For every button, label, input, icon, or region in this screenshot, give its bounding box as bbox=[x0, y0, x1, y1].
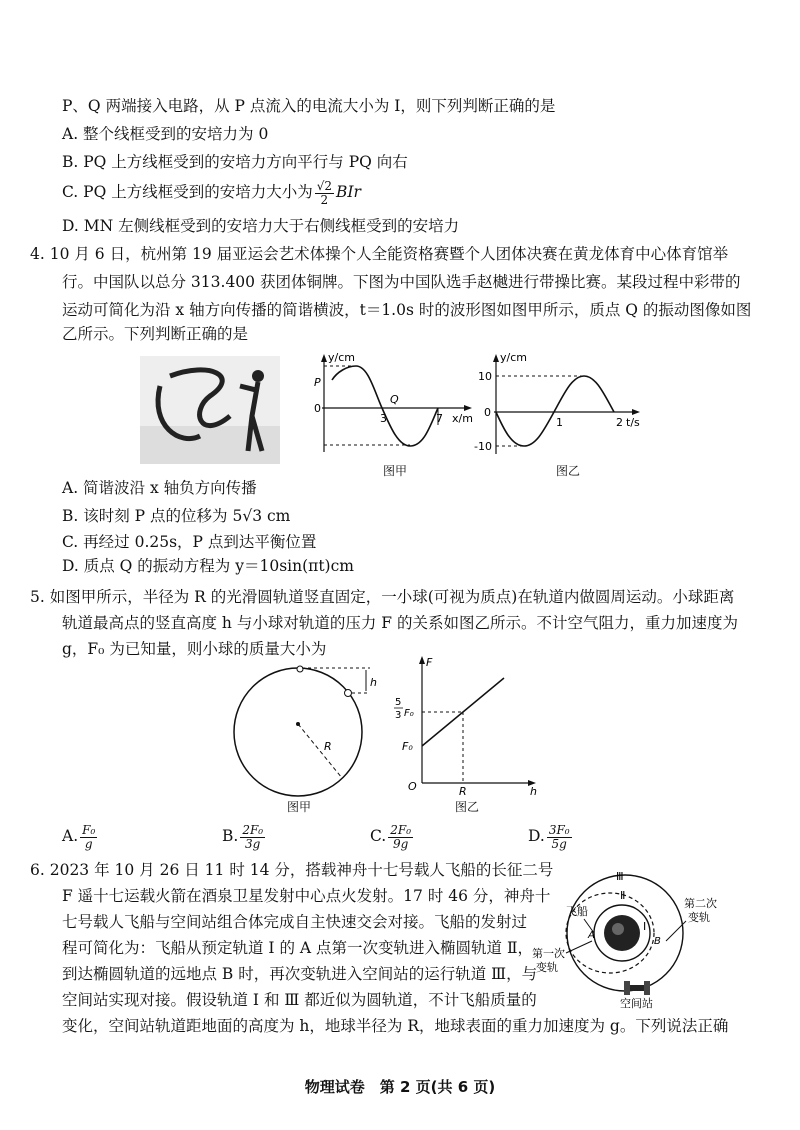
q4-option-c: C. 再经过 0.25s，P 点到达平衡位置 bbox=[62, 533, 317, 551]
graph-origin: O bbox=[408, 780, 417, 793]
q5-option-d bbox=[528, 818, 574, 854]
q4-line-4: 乙所示。下列判断正确的是 bbox=[62, 325, 249, 343]
graph-r-tick: R bbox=[459, 785, 467, 795]
graph-f-axis: F bbox=[426, 656, 433, 669]
graph-53-f0: F₀ bbox=[404, 708, 414, 719]
q5-option-b-letter: B. bbox=[222, 827, 239, 845]
fraction-denominator: g bbox=[84, 836, 93, 851]
q5-option-a-fraction bbox=[80, 824, 97, 851]
space-station-icon bbox=[624, 981, 650, 995]
jia-q-label: Q bbox=[390, 393, 399, 406]
q5-fig-yi-caption: 图乙 bbox=[455, 800, 480, 814]
q5-option-b bbox=[222, 818, 267, 854]
q3-option-c-tail: BIr bbox=[336, 183, 361, 201]
q5-line-1: 5. 如图甲所示，半径为 R 的光滑圆轨道竖直固定，一小球(可视为质点)在轨道内做圆周运动。小球距离 bbox=[30, 588, 735, 606]
orbit-label-III: Ⅲ bbox=[616, 870, 624, 883]
jia-tick-7: 7 bbox=[436, 412, 443, 425]
label-first-change-2: 变轨 bbox=[536, 961, 558, 974]
circle-r-label: R bbox=[324, 740, 332, 753]
orbit-label-I: Ⅰ bbox=[643, 920, 647, 933]
q5-option-c-fraction bbox=[388, 824, 413, 851]
fraction-numerator: √2 bbox=[316, 178, 333, 193]
q6-line-4: 程可简化为：飞船从预定轨道 Ⅰ 的 A 点第一次变轨进入椭圆轨道 Ⅱ， bbox=[62, 939, 533, 957]
label-ship: 飞船 bbox=[566, 905, 588, 918]
q5-line-2: 轨道最高点的竖直高度 h 与小球对轨道的压力 F 的关系如图乙所示。不计空气阻力，重力加速度为 bbox=[62, 614, 738, 632]
jia-tick-3: 3 bbox=[380, 412, 387, 425]
graph-h-axis: h bbox=[530, 785, 537, 795]
q6-line-2: F 遥十七运载火箭在酒泉卫星发射中心点火发射。17 时 46 分，神舟十 bbox=[62, 887, 551, 905]
q6-line-7: 变化，空间站轨道距地面的高度为 h，地球半径为 R，地球表面的重力加速度为 g。下列说法正确 bbox=[62, 1017, 729, 1035]
yi-tick-1: 1 bbox=[556, 416, 563, 429]
fraction-numerator: 2F₀ bbox=[390, 822, 412, 837]
q3-option-c-text: C. PQ 上方线框受到的安培力大小为 bbox=[62, 183, 313, 201]
q5-option-d-letter: D. bbox=[528, 827, 545, 845]
graph-53-num: 5 bbox=[395, 697, 402, 708]
fraction-denominator: 3g bbox=[245, 836, 261, 851]
label-point-b: B bbox=[654, 936, 661, 947]
q6-line-5: 到达椭圆轨道的远地点 B 时，再次变轨进入空间站的运行轨道 Ⅲ，与 bbox=[62, 965, 538, 983]
yi-xlabel: t/s bbox=[626, 416, 640, 429]
q6-line-3: 七号载人飞船与空间站组合体完成自主快速交会对接。飞船的发射过 bbox=[62, 913, 528, 931]
q3-option-d: D. MN 左侧线框受到的安培力大于右侧线框受到的安培力 bbox=[62, 217, 460, 235]
label-first-change: 第一次 bbox=[532, 947, 565, 960]
yi-tick-2: 2 bbox=[616, 416, 623, 429]
label-station: 空间站 bbox=[620, 997, 653, 1010]
fraction-numerator: F₀ bbox=[82, 822, 96, 837]
fraction-numerator: 2F₀ bbox=[242, 822, 264, 837]
q5-option-d-fraction bbox=[547, 824, 572, 851]
q5-option-c bbox=[370, 818, 415, 854]
q4-option-b: B. 该时刻 P 点的位移为 5√3 cm bbox=[62, 507, 291, 525]
jia-origin: 0 bbox=[314, 402, 321, 415]
jia-p-label: P bbox=[314, 376, 321, 389]
q5-option-a bbox=[62, 818, 99, 854]
circle-track-figure bbox=[230, 660, 390, 800]
q4-line-3: 运动可简化为沿 x 轴方向传播的简谐横波，t＝1.0s 时的波形图如图甲所示，质点 Q 的振动图像如图 bbox=[62, 301, 752, 319]
q4-option-d: D. 质点 Q 的振动方程为 y＝10sin(πt)cm bbox=[62, 557, 354, 575]
q5-option-c-letter: C. bbox=[370, 827, 387, 845]
fraction-denominator: 5g bbox=[551, 836, 567, 851]
fraction-numerator: 3F₀ bbox=[548, 822, 570, 837]
gymnast-photo bbox=[140, 356, 280, 464]
q5-line-3: g，F₀ 为已知量，则小球的质量大小为 bbox=[62, 640, 327, 658]
q5-fig-jia-caption: 图甲 bbox=[287, 800, 312, 814]
q5-option-a-letter: A. bbox=[62, 827, 79, 845]
q3-stem: P、Q 两端接入电路，从 P 点流入的电流大小为 I，则下列判断正确的是 bbox=[62, 97, 556, 115]
orbit-label-II: Ⅱ bbox=[620, 889, 626, 902]
q3-option-a: A. 整个线框受到的安培力为 0 bbox=[62, 125, 269, 143]
wave-graph-jia bbox=[312, 350, 477, 460]
label-point-a: A bbox=[588, 930, 595, 941]
q4-line-2: 行。中国队以总分 313.400 获团体铜牌。下图为中国队选手赵樾进行带操比赛。某段过程中彩带的 bbox=[62, 273, 741, 291]
fraction-denominator: 2 bbox=[320, 192, 329, 207]
force-height-graph bbox=[392, 650, 542, 795]
q3-option-c bbox=[62, 177, 361, 207]
q3-option-c-fraction bbox=[315, 180, 334, 207]
graph-53-den: 3 bbox=[395, 710, 402, 721]
label-second-change: 第二次 bbox=[684, 897, 717, 910]
q5-option-b-fraction bbox=[240, 824, 265, 851]
label-second-change-2: 变轨 bbox=[688, 911, 710, 924]
yi-tick-10: 10 bbox=[478, 370, 492, 383]
fig-yi-caption: 图乙 bbox=[556, 464, 581, 478]
orbit-diagram bbox=[530, 855, 730, 1010]
q4-option-a: A. 简谐波沿 x 轴负方向传播 bbox=[62, 479, 257, 497]
q4-line-1: 4. 10 月 6 日，杭州第 19 届亚运会艺术体操个人全能资格赛暨个人团体决赛在黄龙体育中心体育馆举 bbox=[30, 245, 729, 263]
q6-line-1: 6. 2023 年 10 月 26 日 11 时 14 分，搭载神舟十七号载人飞船的长征二号 bbox=[30, 861, 554, 879]
fig-jia-caption: 图甲 bbox=[383, 464, 408, 478]
yi-tick-minus10: -10 bbox=[474, 440, 492, 453]
yi-origin: 0 bbox=[484, 406, 491, 419]
jia-xlabel: x/m bbox=[452, 412, 473, 425]
graph-f0-label: F₀ bbox=[402, 740, 413, 753]
q6-line-6: 空间站实现对接。假设轨道 Ⅰ 和 Ⅲ 都近似为圆轨道，不计飞船质量的 bbox=[62, 991, 537, 1009]
yi-ylabel: y/cm bbox=[500, 351, 527, 364]
fraction-denominator: 9g bbox=[392, 836, 409, 851]
vibration-graph-yi bbox=[474, 350, 644, 460]
page-footer: 物理试卷 第 2 页(共 6 页) bbox=[304, 1078, 496, 1096]
circle-h-label: h bbox=[370, 676, 377, 689]
q3-option-b: B. PQ 上方线框受到的安培力方向平行与 PQ 向右 bbox=[62, 153, 408, 171]
jia-ylabel: y/cm bbox=[328, 351, 355, 364]
